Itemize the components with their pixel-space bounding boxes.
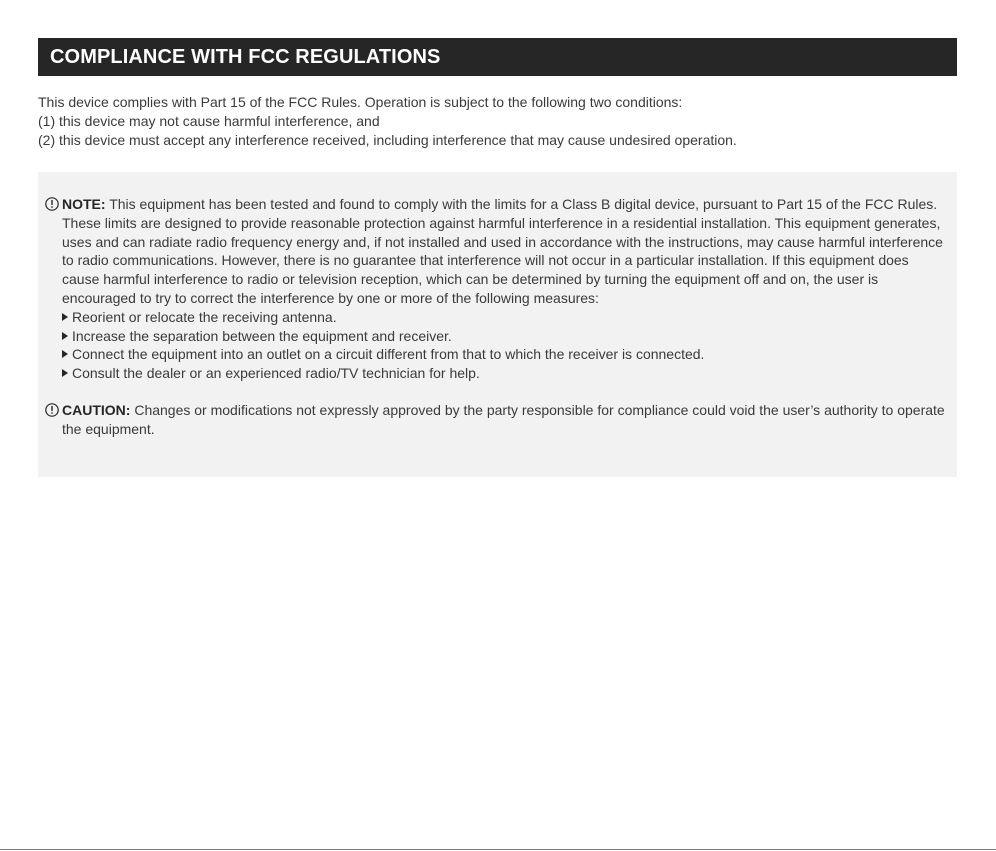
- measure-text: Reorient or relocate the receiving antenna.: [72, 308, 337, 325]
- triangle-right-icon: [62, 313, 68, 321]
- intro-line: (2) this device must accept any interference received, including interference that may cause undesired operation.: [38, 132, 737, 148]
- intro-paragraph: [38, 93, 957, 150]
- caution-body: [62, 401, 949, 439]
- note-body: [62, 195, 949, 308]
- note-text: This equipment has been tested and found to comply with the limits for a Class B digital device, pursuant to Part 15 of the FCC Rules. These limits are designed to provide reasonable protection against harmful interference in a residential installation. This equipment generates, uses and can radiate radio frequency energy and, if not installed and used in accordance with the instructions, may cause harmful interference to radio communications. However, there is no guarantee that interference will not occur in a particular installation. If this equipment does cause harmful interference to radio or television reception, which can be determined by turning the equipment off and on, the user is encouraged to try to correct the interference by one or more of the following measures:: [62, 196, 943, 306]
- alert-circle-icon: [45, 197, 59, 211]
- intro-line: (1) this device may not cause harmful interference, and: [38, 113, 380, 129]
- measures-list: [62, 308, 949, 383]
- alert-circle-icon: [45, 403, 59, 417]
- measure-text: Increase the separation between the equipment and receiver.: [72, 327, 452, 344]
- triangle-right-icon: [62, 350, 68, 358]
- note-block: [45, 195, 949, 383]
- list-item: [62, 364, 949, 383]
- caution-block: [45, 401, 949, 439]
- page-title: COMPLIANCE WITH FCC REGULATIONS: [50, 45, 441, 68]
- bottom-divider: [0, 849, 996, 850]
- section-header-bar: [38, 38, 957, 76]
- list-item: [62, 308, 949, 327]
- triangle-right-icon: [62, 332, 68, 340]
- measure-text: Consult the dealer or an experienced radio/TV technician for help.: [72, 365, 480, 382]
- list-item: [62, 345, 949, 364]
- notice-box: [38, 172, 957, 477]
- intro-line: This device complies with Part 15 of the FCC Rules. Operation is subject to the following two conditions:: [38, 94, 683, 110]
- measure-text: Connect the equipment into an outlet on a circuit different from that to which the receiver is connected.: [72, 346, 705, 363]
- caution-text: Changes or modifications not expressly approved by the party responsible for compliance could void the user’s authority to operate the equipment.: [62, 401, 945, 437]
- caution-label: CAUTION:: [62, 401, 131, 418]
- triangle-right-icon: [62, 369, 68, 377]
- list-item: [62, 327, 949, 346]
- note-label: NOTE:: [62, 196, 106, 212]
